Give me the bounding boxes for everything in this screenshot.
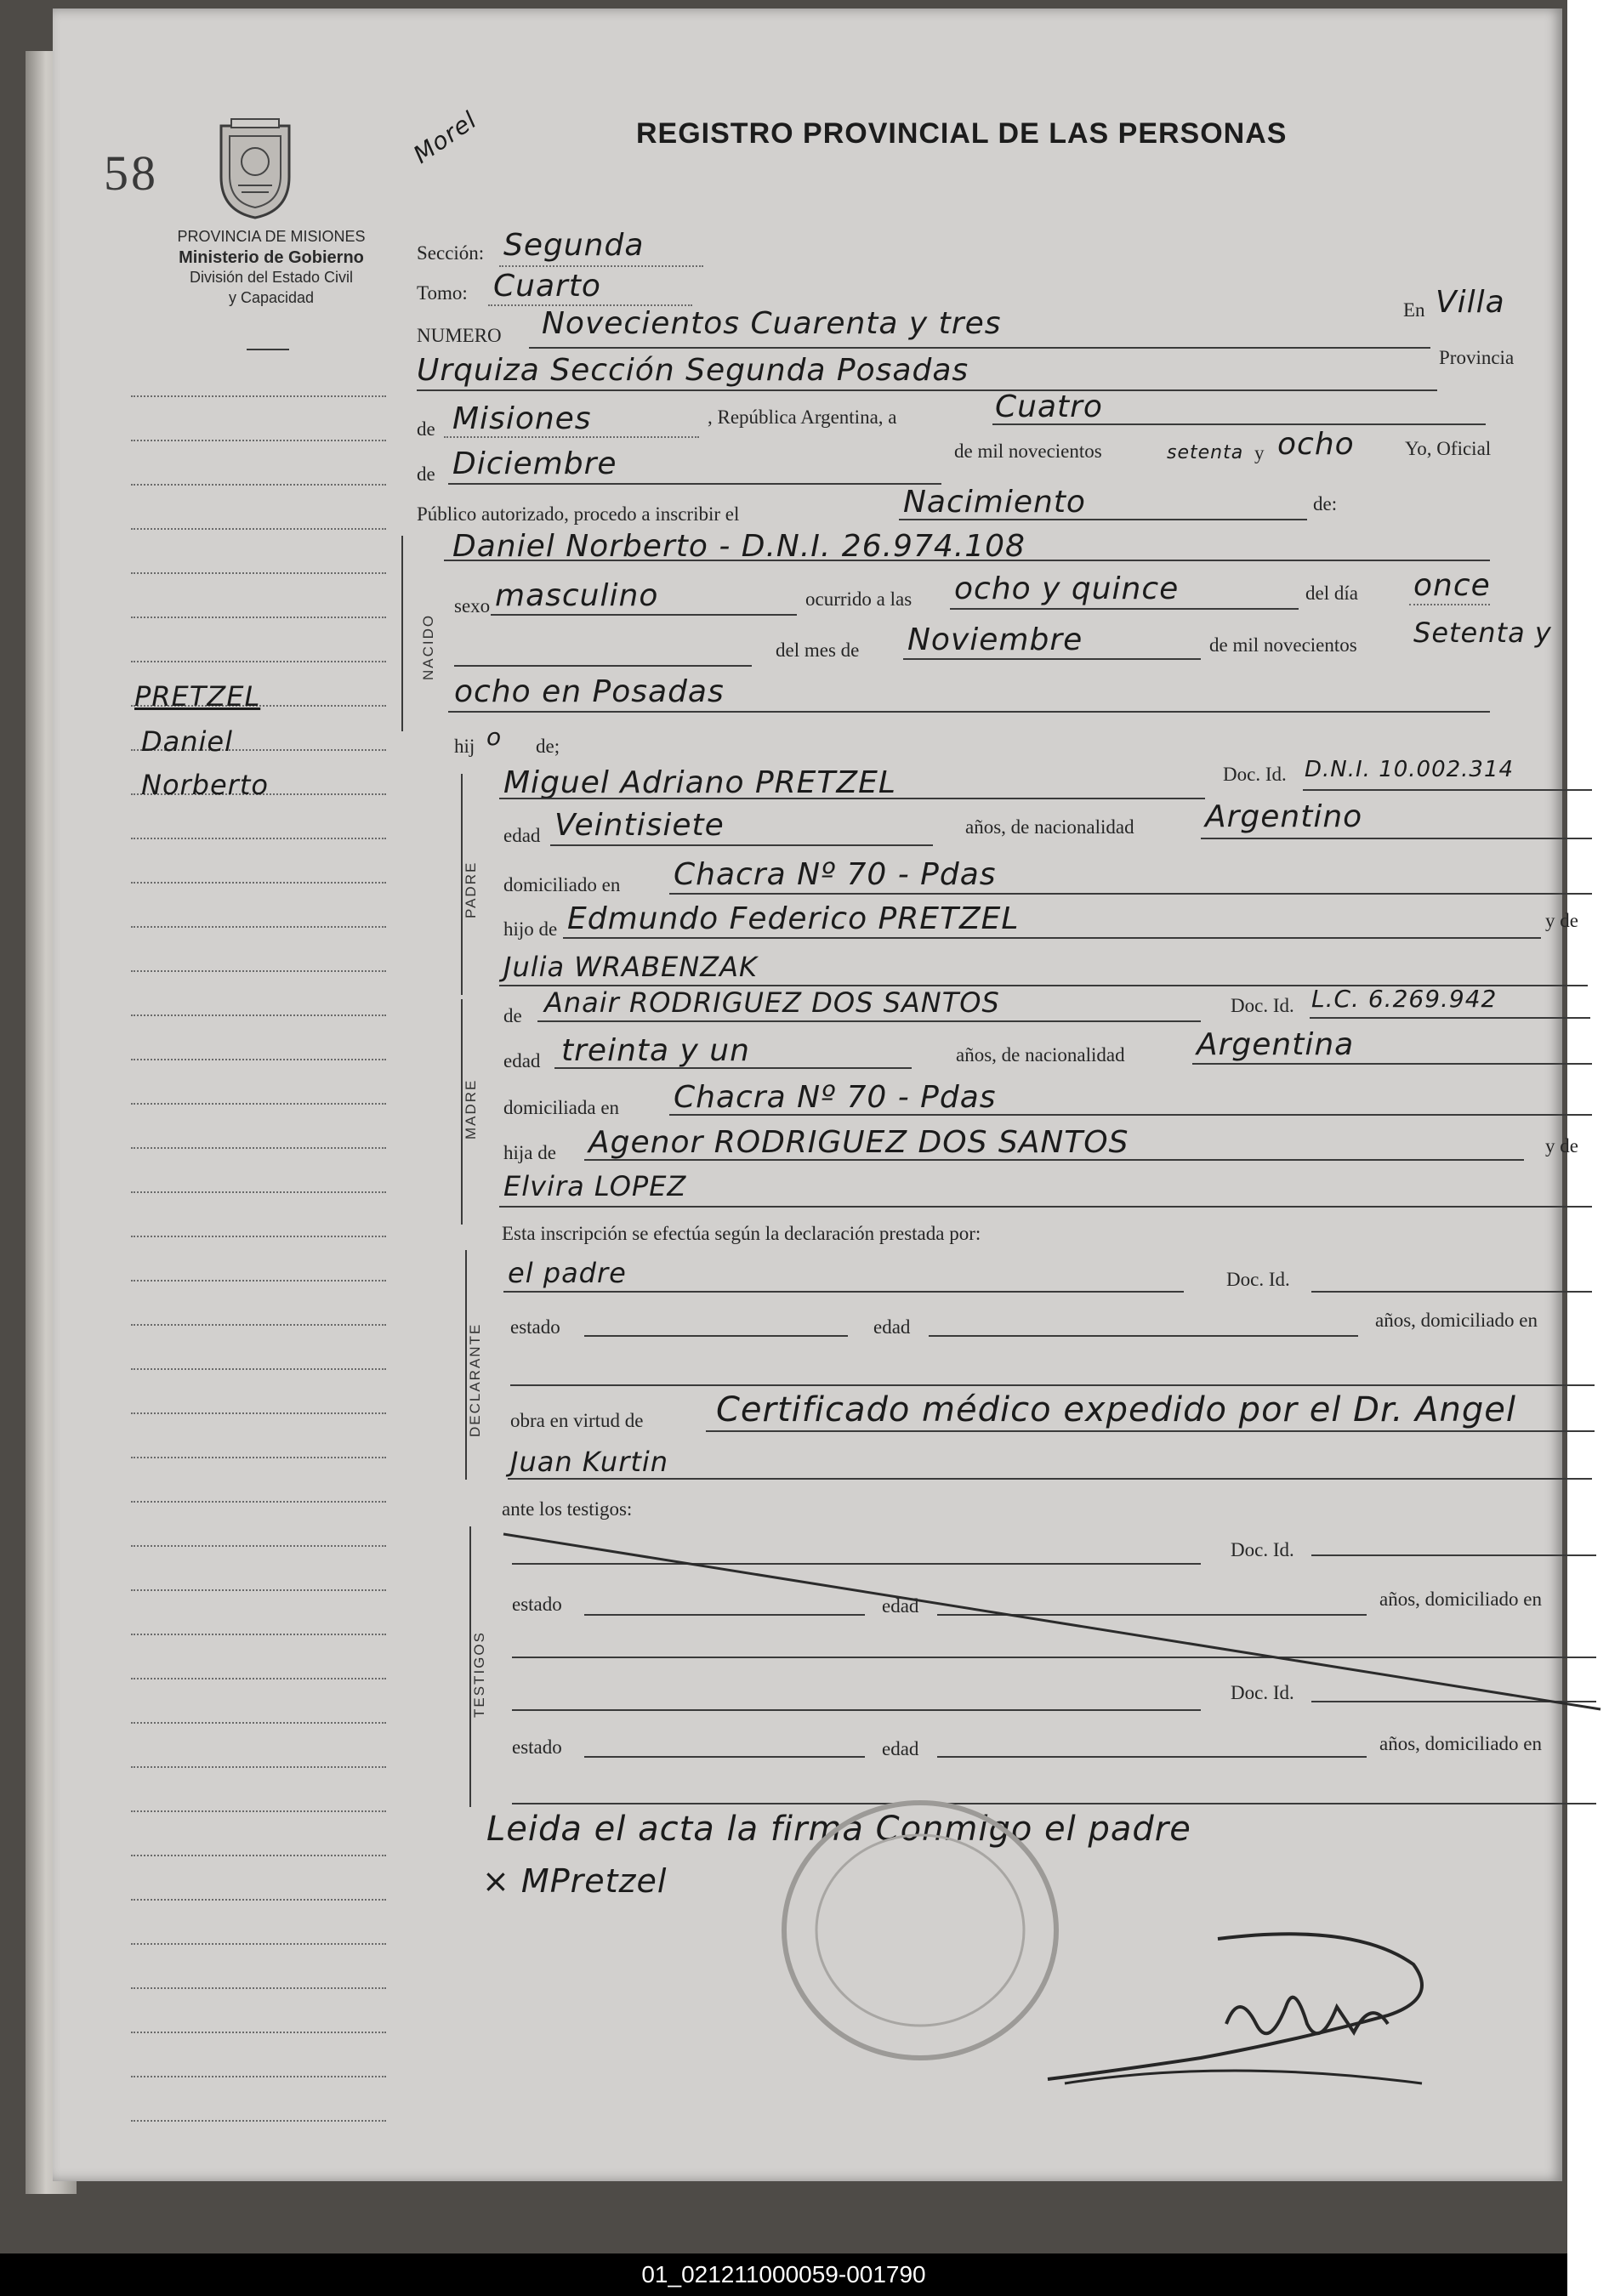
numero-line bbox=[529, 347, 1430, 349]
nacido-bracket bbox=[401, 536, 403, 731]
margin-ruled-line bbox=[131, 1810, 386, 1812]
publico-label: Público autorizado, procedo a inscribir el bbox=[417, 503, 740, 525]
provincial-seal bbox=[213, 117, 298, 219]
margin-ruled-line bbox=[131, 1501, 386, 1503]
declarant-signature: × MPretzel bbox=[482, 1862, 668, 1900]
sexo-line bbox=[491, 614, 797, 616]
padre-nombre-value: Miguel Adriano PRETZEL bbox=[503, 765, 896, 800]
hija-de-label: hija de bbox=[503, 1142, 556, 1163]
margin-ruled-line bbox=[131, 2076, 386, 2077]
anio-nac-line bbox=[448, 711, 1490, 713]
margin-ruled-line bbox=[131, 1014, 386, 1016]
testigo-1-doc-label: Doc. Id. bbox=[1231, 1539, 1294, 1560]
padre-edad-value: Veintisiete bbox=[554, 808, 725, 843]
padre-edad-label: edad bbox=[503, 825, 541, 846]
madre-nac-value: Argentina bbox=[1197, 1027, 1355, 1062]
margin-ruled-line bbox=[131, 395, 386, 397]
nombre-line bbox=[444, 560, 1490, 561]
declarante-estado-label: estado bbox=[510, 1316, 560, 1338]
madre-edad-line bbox=[554, 1067, 912, 1069]
numero-value: Novecientos Cuarenta y tres bbox=[542, 306, 1002, 341]
lugar-value: Urquiza Sección Segunda Posadas bbox=[417, 353, 969, 388]
del-dia-label: del día bbox=[1305, 583, 1358, 604]
margin-ruled-line bbox=[131, 572, 386, 574]
margin-ruled-line bbox=[131, 2120, 386, 2122]
image-caption-bar bbox=[0, 2253, 1567, 2296]
de-colon-label: de: bbox=[1313, 493, 1338, 514]
ante-testigos-label: ante los testigos: bbox=[502, 1498, 633, 1520]
dia-acta-line bbox=[992, 423, 1486, 425]
de-mil-label: de mil novecientos bbox=[954, 440, 1102, 462]
madre-doc-line bbox=[1310, 1017, 1590, 1019]
margin-ruled-line bbox=[131, 1855, 386, 1856]
seccion-label: Sección: bbox=[417, 242, 485, 264]
madre-de-label: de bbox=[503, 1005, 522, 1026]
obra-label: obra en virtud de bbox=[510, 1410, 644, 1431]
padre-doc-line bbox=[1303, 789, 1592, 791]
y-de-madre-label: y de bbox=[1545, 1135, 1578, 1157]
margin-surname: PRETZEL bbox=[134, 680, 261, 713]
margin-ruled-line bbox=[131, 1191, 386, 1193]
abuelo-m-line bbox=[584, 1159, 1524, 1161]
dia-nac-line bbox=[1409, 604, 1490, 605]
tomo-value: Cuarto bbox=[493, 269, 601, 304]
page-title: REGISTRO PROVINCIAL DE LAS PERSONAS bbox=[636, 117, 1288, 150]
mes-nac-value: Noviembre bbox=[907, 622, 1083, 657]
declarante-line bbox=[503, 1291, 1184, 1293]
hijo-label: hij bbox=[454, 736, 475, 757]
declarante-doc-line bbox=[1311, 1291, 1592, 1293]
acto-value: Nacimiento bbox=[903, 485, 1086, 520]
declarante-edad-label: edad bbox=[873, 1316, 911, 1338]
nacido-side-label: NACIDO bbox=[420, 613, 436, 680]
margin-ruled-line bbox=[131, 1766, 386, 1768]
declarante-dom-line bbox=[510, 1384, 1595, 1386]
provincia-label: Provincia bbox=[1439, 347, 1515, 368]
mes-nac-line bbox=[903, 658, 1201, 660]
margin-ruled-line bbox=[131, 1634, 386, 1635]
margin-ruled-line bbox=[131, 882, 386, 884]
margin-ruled-line bbox=[131, 440, 386, 441]
hora-line bbox=[950, 608, 1299, 610]
anio-value: ocho bbox=[1277, 427, 1355, 462]
madre-edad-value: treinta y un bbox=[561, 1033, 750, 1068]
margin-given-name-1: Daniel bbox=[141, 725, 233, 758]
madre-dom-line bbox=[669, 1114, 1592, 1116]
hijo-de-label: hijo de bbox=[503, 918, 558, 940]
testigos-side-label: TESTIGOS bbox=[471, 1631, 487, 1718]
margin-ruled-line bbox=[131, 1412, 386, 1414]
margin-ruled-line bbox=[131, 617, 386, 618]
header-divider bbox=[247, 349, 289, 350]
margin-ruled-line bbox=[131, 484, 386, 486]
padre-side-label: PADRE bbox=[463, 861, 479, 918]
madre-nombre-line bbox=[537, 1020, 1201, 1022]
y-label: y bbox=[1254, 442, 1265, 463]
declarante-doc-label: Doc. Id. bbox=[1226, 1269, 1290, 1290]
abuelo-m-value: Agenor RODRIGUEZ DOS SANTOS bbox=[588, 1125, 1129, 1160]
hora-value: ocho y quince bbox=[954, 571, 1180, 606]
en-label: En bbox=[1403, 299, 1425, 321]
testigo-1-estado-label: estado bbox=[512, 1594, 562, 1615]
obra-line-1 bbox=[706, 1430, 1595, 1432]
mes-acta-value: Diciembre bbox=[452, 446, 617, 481]
margin-ruled-line bbox=[131, 528, 386, 530]
testigos-cancel-strike bbox=[503, 1531, 1609, 1718]
margin-ruled-line bbox=[131, 1457, 386, 1458]
padre-dom-line bbox=[669, 893, 1592, 895]
margin-ruled-line bbox=[131, 1943, 386, 1945]
abuela-m-value: Elvira LOPEZ bbox=[503, 1170, 687, 1202]
padre-edad-line bbox=[550, 844, 933, 846]
madre-edad-label: edad bbox=[503, 1050, 541, 1071]
declarante-side-label: DECLARANTE bbox=[467, 1322, 483, 1437]
register-page bbox=[53, 9, 1578, 2181]
declarante-anos-label: años, domiciliado en bbox=[1375, 1310, 1538, 1331]
numero-label: NUMERO bbox=[417, 325, 502, 346]
de-label: de bbox=[417, 418, 435, 440]
seccion-line bbox=[499, 265, 703, 267]
testigo-2-edad-label: edad bbox=[882, 1738, 919, 1759]
de-mil-2-label: de mil novecientos bbox=[1209, 634, 1357, 656]
dia-acta-value: Cuatro bbox=[995, 389, 1103, 424]
abuela-p-value: Julia WRABENZAK bbox=[503, 951, 758, 983]
inscripcion-label: Esta inscripción se efectúa según la declaración prestada por: bbox=[502, 1223, 981, 1244]
margin-ruled-line bbox=[131, 838, 386, 839]
dia-nac-value: once bbox=[1413, 568, 1491, 603]
madre-nac-label: años, de nacionalidad bbox=[956, 1044, 1125, 1066]
madre-nac-line bbox=[1192, 1063, 1592, 1065]
padre-nac-label: años, de nacionalidad bbox=[965, 816, 1134, 838]
abuelo-p-value: Edmundo Federico PRETZEL bbox=[567, 901, 1020, 936]
image-filename: 01_021211000059-001790 bbox=[641, 2261, 926, 2287]
padre-doc-value: D.N.I. 10.002.314 bbox=[1305, 757, 1515, 782]
testigo-2-anos-label: años, domiciliado en bbox=[1379, 1733, 1542, 1754]
margin-ruled-line bbox=[131, 1103, 386, 1105]
margin-ruled-line bbox=[131, 1236, 386, 1237]
anio-nac-value-2: ocho en Posadas bbox=[454, 674, 725, 709]
abuelo-p-line bbox=[563, 937, 1541, 939]
padre-dom-value: Chacra Nº 70 - Pdas bbox=[674, 857, 997, 892]
margin-ruled-line bbox=[131, 1678, 386, 1679]
sexo-value: masculino bbox=[495, 578, 659, 613]
en-value: Villa bbox=[1436, 285, 1505, 320]
padre-nombre-line bbox=[499, 798, 1205, 799]
margin-ruled-line bbox=[131, 2032, 386, 2033]
margin-ruled-line bbox=[131, 1324, 386, 1326]
testigo-2-doc-label: Doc. Id. bbox=[1231, 1682, 1294, 1703]
margin-ruled-line bbox=[131, 1589, 386, 1591]
padre-nac-line bbox=[1201, 838, 1592, 839]
margin-given-name-2: Norberto bbox=[141, 769, 269, 801]
decada-value: setenta bbox=[1167, 442, 1244, 463]
testigo-1-anos-label: años, domiciliado en bbox=[1379, 1588, 1542, 1610]
yo-oficial-label: Yo, Oficial bbox=[1405, 438, 1492, 459]
hijo-suffix: o bbox=[486, 723, 503, 751]
margin-ruled-line bbox=[131, 1987, 386, 1989]
testigo-1-edad-label: edad bbox=[882, 1595, 919, 1617]
del-mes-pre-line bbox=[454, 665, 752, 667]
del-mes-label: del mes de bbox=[776, 639, 860, 661]
margin-ruled-line bbox=[131, 1545, 386, 1547]
padre-dom-label: domiciliado en bbox=[503, 874, 621, 895]
lugar-line bbox=[417, 389, 1437, 391]
margin-ruled-line bbox=[131, 661, 386, 662]
ocurrido-label: ocurrido a las bbox=[805, 588, 913, 610]
division-name: División del Estado Civil bbox=[189, 269, 354, 286]
padre-doc-label: Doc. Id. bbox=[1223, 764, 1287, 785]
margin-ruled-line bbox=[131, 1147, 386, 1149]
ministry-name: Ministerio de Gobierno bbox=[179, 248, 364, 267]
madre-dom-label: domiciliada en bbox=[503, 1097, 620, 1118]
republica-label: , República Argentina, a bbox=[708, 406, 897, 428]
obra-value-2: Juan Kurtin bbox=[510, 1446, 669, 1478]
obra-line-2 bbox=[508, 1478, 1592, 1480]
testigo-2-estado-label: estado bbox=[512, 1736, 562, 1758]
provincia-line bbox=[444, 436, 699, 438]
tomo-label: Tomo: bbox=[417, 282, 468, 304]
madre-doc-label: Doc. Id. bbox=[1231, 995, 1294, 1016]
margin-ruled-line bbox=[131, 1059, 386, 1060]
margin-ruled-line bbox=[131, 970, 386, 972]
margin-annotation: Morel bbox=[408, 105, 482, 169]
division-subname: y Capacidad bbox=[228, 289, 315, 306]
madre-side-label: MADRE bbox=[463, 1078, 479, 1139]
de-mes-label: de bbox=[417, 463, 435, 485]
declarante-edad-line bbox=[929, 1335, 1358, 1337]
sexo-label: sexo bbox=[454, 595, 491, 617]
closing-text: Leida el acta la firma Conmigo el padre bbox=[486, 1810, 1191, 1849]
margin-ruled-line bbox=[131, 1280, 386, 1282]
margin-ruled-line bbox=[131, 926, 386, 928]
anio-nac-value-1: Setenta y bbox=[1413, 617, 1552, 649]
testigo-2-edad-line bbox=[937, 1756, 1367, 1758]
mes-acta-line bbox=[448, 483, 941, 485]
padre-nac-value: Argentino bbox=[1205, 799, 1363, 834]
declarante-estado-line bbox=[584, 1335, 848, 1337]
madre-doc-value: L.C. 6.269.942 bbox=[1311, 985, 1498, 1013]
margin-ruled-line bbox=[131, 1722, 386, 1724]
acto-line bbox=[899, 519, 1307, 520]
testigo-2-estado-line bbox=[584, 1756, 865, 1758]
madre-nombre-value: Anair RODRIGUEZ DOS SANTOS bbox=[544, 986, 1000, 1019]
margin-ruled-line bbox=[131, 1368, 386, 1370]
official-signature bbox=[1014, 1913, 1456, 2100]
seccion-value: Segunda bbox=[503, 228, 645, 263]
margin-ruled-line bbox=[131, 1899, 386, 1901]
nombre-value: Daniel Norberto - D.N.I. 26.974.108 bbox=[452, 529, 1026, 564]
abuela-m-line bbox=[499, 1206, 1592, 1208]
madre-dom-value: Chacra Nº 70 - Pdas bbox=[674, 1080, 997, 1115]
provincia-value: Misiones bbox=[452, 401, 592, 436]
page-number: 58 bbox=[104, 145, 158, 201]
province-name: PROVINCIA DE MISIONES bbox=[177, 228, 366, 245]
y-de-label: y de bbox=[1545, 910, 1578, 931]
declarante-value: el padre bbox=[508, 1257, 627, 1289]
obra-value-1: Certificado médico expedido por el Dr. Angel bbox=[716, 1390, 1516, 1429]
de-semicolon-label: de; bbox=[536, 736, 560, 757]
